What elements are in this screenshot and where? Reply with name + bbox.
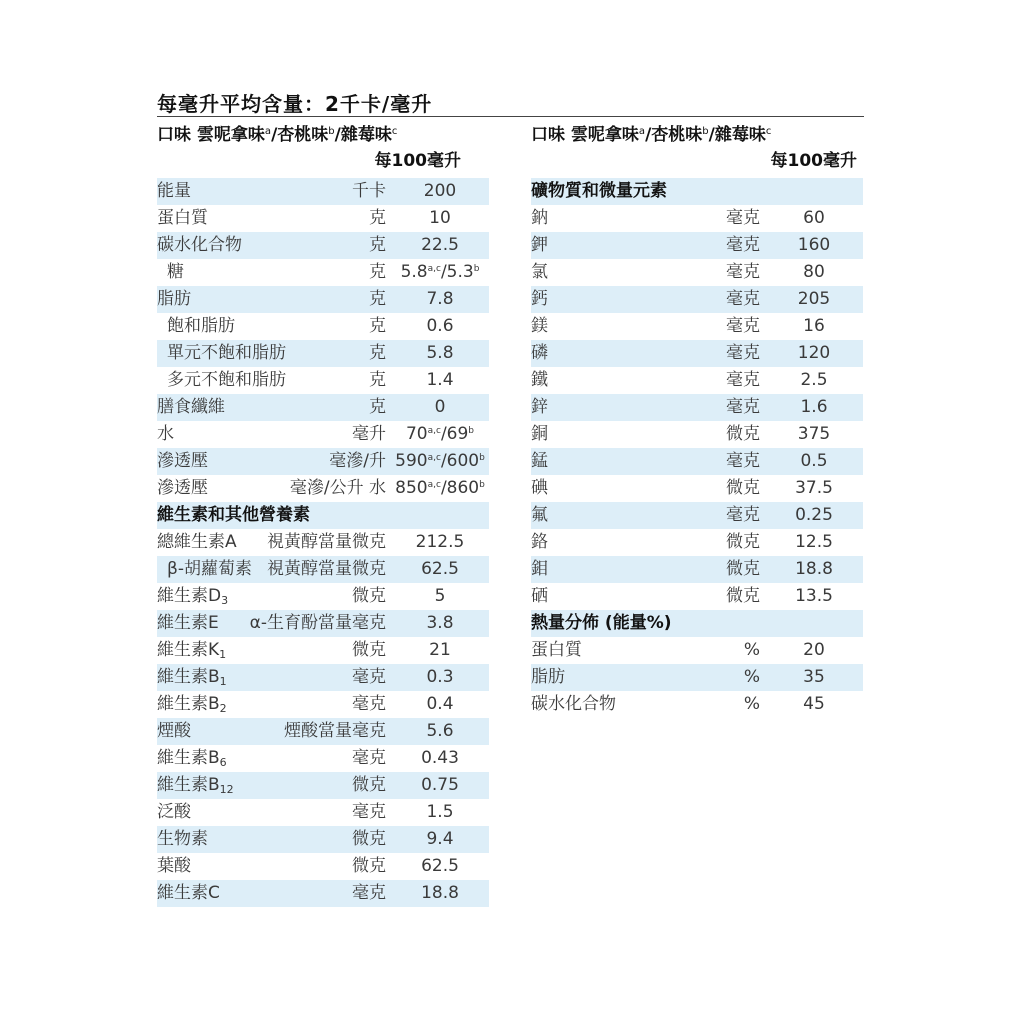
row-value: 0.4 xyxy=(426,694,454,714)
page-title: 每毫升平均含量：2千卡/毫升 xyxy=(157,92,433,116)
row-label: 葉酸 xyxy=(157,856,191,876)
row-label: 泛酸 xyxy=(157,802,191,822)
row-unit: 微克 xyxy=(352,586,386,606)
row-unit: 毫克 xyxy=(726,262,760,282)
table-row xyxy=(157,367,489,394)
table-row xyxy=(157,799,489,826)
row-unit: 毫克 xyxy=(726,370,760,390)
row-label: 磷 xyxy=(531,343,548,363)
table-row xyxy=(157,691,489,718)
table-row xyxy=(531,691,863,718)
row-unit: 微克 xyxy=(726,586,760,606)
flavor-heading-right: 口味 雲呢拿味$^a$/杏桃味$^b$/雜莓味$^c$ xyxy=(531,125,772,145)
table-row xyxy=(157,637,489,664)
row-unit: 毫克 xyxy=(726,235,760,255)
row-label: β-胡蘿蔔素 xyxy=(167,559,252,579)
row-value: 375 xyxy=(797,424,831,444)
table-row xyxy=(157,880,489,907)
row-value: 62.5 xyxy=(421,856,459,876)
row-label: 維生素$B_6$ xyxy=(157,748,227,769)
row-unit: 克 xyxy=(369,235,386,255)
table-row xyxy=(531,529,863,556)
row-unit: 毫滲/公升 水 xyxy=(289,478,386,498)
row-value: 10 xyxy=(429,208,451,228)
row-value: 120 xyxy=(797,343,831,363)
row-unit: α-生育酚當量毫克 xyxy=(249,613,386,633)
row-label: 滲透壓 xyxy=(157,478,208,498)
row-label: 脂肪 xyxy=(531,667,565,687)
row-value: 9.4 xyxy=(426,829,454,849)
row-label: 氟 xyxy=(531,505,548,525)
row-value: 5 xyxy=(434,586,446,606)
row-unit: 克 xyxy=(369,289,386,309)
row-label: 鉬 xyxy=(531,559,548,579)
row-value: 62.5 xyxy=(421,559,459,579)
table-row xyxy=(157,394,489,421)
row-unit: 毫克 xyxy=(726,343,760,363)
table-row xyxy=(157,745,489,772)
row-value: 0 xyxy=(434,397,446,417)
row-unit: 微克 xyxy=(726,559,760,579)
row-value: 13.5 xyxy=(795,586,833,606)
row-unit: 微克 xyxy=(726,532,760,552)
table-row xyxy=(531,664,863,691)
row-label: 維生素$B_2$ xyxy=(157,694,227,715)
row-unit: 微克 xyxy=(726,478,760,498)
row-label: 蛋白質 xyxy=(157,208,208,228)
table-row xyxy=(157,286,489,313)
row-unit: 毫克 xyxy=(726,316,760,336)
row-value: 80 xyxy=(803,262,825,282)
row-label: 鐵 xyxy=(531,370,548,390)
table-row xyxy=(531,232,863,259)
table-row xyxy=(157,259,489,286)
section-heading-energy-distribution xyxy=(531,610,863,637)
row-value: 0.43 xyxy=(421,748,459,768)
row-value: 1.4 xyxy=(426,370,454,390)
row-value: 0.5 xyxy=(800,451,828,471)
row-value: 16 xyxy=(803,316,825,336)
row-value: 60 xyxy=(803,208,825,228)
row-unit: 毫克 xyxy=(726,208,760,228)
row-label: 錳 xyxy=(531,451,548,471)
row-value: 20 xyxy=(803,640,825,660)
section-heading-label: 礦物質和微量元素 xyxy=(531,181,667,201)
row-label: 滲透壓 xyxy=(157,451,208,471)
table-row xyxy=(157,610,489,637)
row-label: 銅 xyxy=(531,424,548,444)
table-row xyxy=(157,313,489,340)
table-row xyxy=(531,340,863,367)
table-row xyxy=(157,448,489,475)
row-unit: 毫滲/升 xyxy=(329,451,386,471)
table-row xyxy=(531,259,863,286)
row-unit: 視黃醇當量微克 xyxy=(267,559,386,579)
table-row xyxy=(531,286,863,313)
row-unit: % xyxy=(743,694,760,714)
nutrition-table-right xyxy=(531,178,863,718)
table-row xyxy=(157,340,489,367)
table-row xyxy=(157,664,489,691)
row-label: 硒 xyxy=(531,586,548,606)
row-value: 1.6 xyxy=(800,397,828,417)
row-label: 鉀 xyxy=(531,235,548,255)
row-label: 糖 xyxy=(167,262,184,282)
table-row xyxy=(157,826,489,853)
right-column xyxy=(531,122,863,718)
row-value: 205 xyxy=(797,289,831,309)
row-unit: 千卡 xyxy=(352,181,386,201)
section-heading-minerals xyxy=(531,178,863,205)
row-value: 0.3 xyxy=(426,667,454,687)
row-label: 水 xyxy=(157,424,174,444)
table-row xyxy=(157,718,489,745)
row-value: 37.5 xyxy=(795,478,833,498)
table-row xyxy=(157,232,489,259)
nutrition-table-left xyxy=(157,178,489,907)
row-value: 0.6 xyxy=(426,316,454,336)
table-row xyxy=(531,313,863,340)
table-row xyxy=(531,394,863,421)
row-value: 590$^{a,c}$/600$^b$ xyxy=(395,451,485,471)
row-label: 維生素$B_{12}$ xyxy=(157,775,234,796)
row-unit: 毫升 xyxy=(352,424,386,444)
row-label: 總維生素A xyxy=(157,532,237,552)
row-label: 鋅 xyxy=(531,397,548,417)
section-heading-vitamins xyxy=(157,502,489,529)
row-unit: 毫克 xyxy=(726,451,760,471)
row-unit: 微克 xyxy=(352,640,386,660)
table-row xyxy=(157,421,489,448)
table-row xyxy=(531,637,863,664)
row-label: 鉻 xyxy=(531,532,548,552)
title-divider xyxy=(157,116,864,117)
table-row xyxy=(531,556,863,583)
row-value: 0.75 xyxy=(421,775,459,795)
row-label: 碳水化合物 xyxy=(157,235,242,255)
section-heading-label: 維生素和其他營養素 xyxy=(157,505,310,525)
row-unit: 克 xyxy=(369,370,386,390)
row-unit: 微克 xyxy=(726,424,760,444)
row-label: 鈉 xyxy=(531,208,548,228)
row-unit: 克 xyxy=(369,397,386,417)
left-column xyxy=(157,122,489,907)
row-unit: 微克 xyxy=(352,829,386,849)
row-value: 22.5 xyxy=(421,235,459,255)
row-label: 多元不飽和脂肪 xyxy=(167,370,286,390)
row-unit: 微克 xyxy=(352,856,386,876)
table-row xyxy=(157,853,489,880)
row-unit: 毫克 xyxy=(352,748,386,768)
row-label: 飽和脂肪 xyxy=(167,316,235,336)
row-label: 脂肪 xyxy=(157,289,191,309)
row-label: 鈣 xyxy=(531,289,548,309)
row-unit: 微克 xyxy=(352,775,386,795)
table-row xyxy=(531,448,863,475)
row-unit: 毫克 xyxy=(726,289,760,309)
row-value: 21 xyxy=(429,640,451,660)
row-unit: 克 xyxy=(369,343,386,363)
row-label: 碳水化合物 xyxy=(531,694,616,714)
row-unit: 毫克 xyxy=(352,667,386,687)
table-row xyxy=(531,421,863,448)
row-label: 維生素$D_3$ xyxy=(157,586,229,607)
row-label: 單元不飽和脂肪 xyxy=(167,343,286,363)
row-value: 850$^{a,c}$/860$^b$ xyxy=(395,478,485,498)
row-label: 膳食纖維 xyxy=(157,397,225,417)
row-value: 5.8$^{a,c}$/5.3$^b$ xyxy=(400,262,480,282)
row-value: 200 xyxy=(423,181,457,201)
row-label: 能量 xyxy=(157,181,191,201)
row-unit: 克 xyxy=(369,208,386,228)
row-value: 212.5 xyxy=(415,532,465,552)
table-row xyxy=(157,178,489,205)
table-row xyxy=(157,205,489,232)
per-100ml-label-left: 每100毫升 xyxy=(374,151,461,171)
row-value: 18.8 xyxy=(795,559,833,579)
row-unit: 毫克 xyxy=(352,694,386,714)
table-row xyxy=(157,556,489,583)
row-value: 7.8 xyxy=(426,289,454,309)
row-label: 維生素E xyxy=(157,613,219,633)
row-unit: 毫克 xyxy=(726,397,760,417)
row-label: 維生素$K_1$ xyxy=(157,640,227,661)
per-100ml-label-right: 每100毫升 xyxy=(770,151,857,171)
table-row xyxy=(157,583,489,610)
row-unit: % xyxy=(743,667,760,687)
row-label: 氯 xyxy=(531,262,548,282)
row-value: 35 xyxy=(803,667,825,687)
table-row xyxy=(531,367,863,394)
row-value: 12.5 xyxy=(795,532,833,552)
flavor-heading-left: 口味 雲呢拿味$^a$/杏桃味$^b$/雜莓味$^c$ xyxy=(157,125,398,145)
row-unit: 克 xyxy=(369,262,386,282)
row-unit: 毫克 xyxy=(352,802,386,822)
row-value: 45 xyxy=(803,694,825,714)
table-row xyxy=(157,772,489,799)
row-label: 鎂 xyxy=(531,316,548,336)
row-value: 3.8 xyxy=(426,613,454,633)
table-row xyxy=(531,502,863,529)
table-row xyxy=(531,583,863,610)
row-unit: 煙酸當量毫克 xyxy=(284,721,386,741)
row-unit: % xyxy=(743,640,760,660)
row-value: 2.5 xyxy=(800,370,828,390)
table-row xyxy=(531,205,863,232)
row-label: 蛋白質 xyxy=(531,640,582,660)
row-value: 18.8 xyxy=(421,883,459,903)
row-unit: 毫克 xyxy=(726,505,760,525)
row-label: 維生素$B_1$ xyxy=(157,667,227,688)
row-value: 160 xyxy=(797,235,831,255)
row-label: 生物素 xyxy=(157,829,208,849)
row-value: 5.8 xyxy=(426,343,454,363)
row-label: 維生素C xyxy=(157,883,220,903)
row-label: 煙酸 xyxy=(157,721,191,741)
table-row xyxy=(531,475,863,502)
row-unit: 毫克 xyxy=(352,883,386,903)
row-value: 0.25 xyxy=(795,505,833,525)
row-value: 70$^{a,c}$/69$^b$ xyxy=(405,424,475,444)
table-row xyxy=(157,529,489,556)
table-row xyxy=(157,475,489,502)
section-heading-label: 熱量分佈 (能量%) xyxy=(531,613,672,633)
row-unit: 克 xyxy=(369,316,386,336)
row-value: 1.5 xyxy=(426,802,454,822)
row-label: 碘 xyxy=(531,478,548,498)
row-value: 5.6 xyxy=(426,721,454,741)
row-unit: 視黃醇當量微克 xyxy=(267,532,386,552)
